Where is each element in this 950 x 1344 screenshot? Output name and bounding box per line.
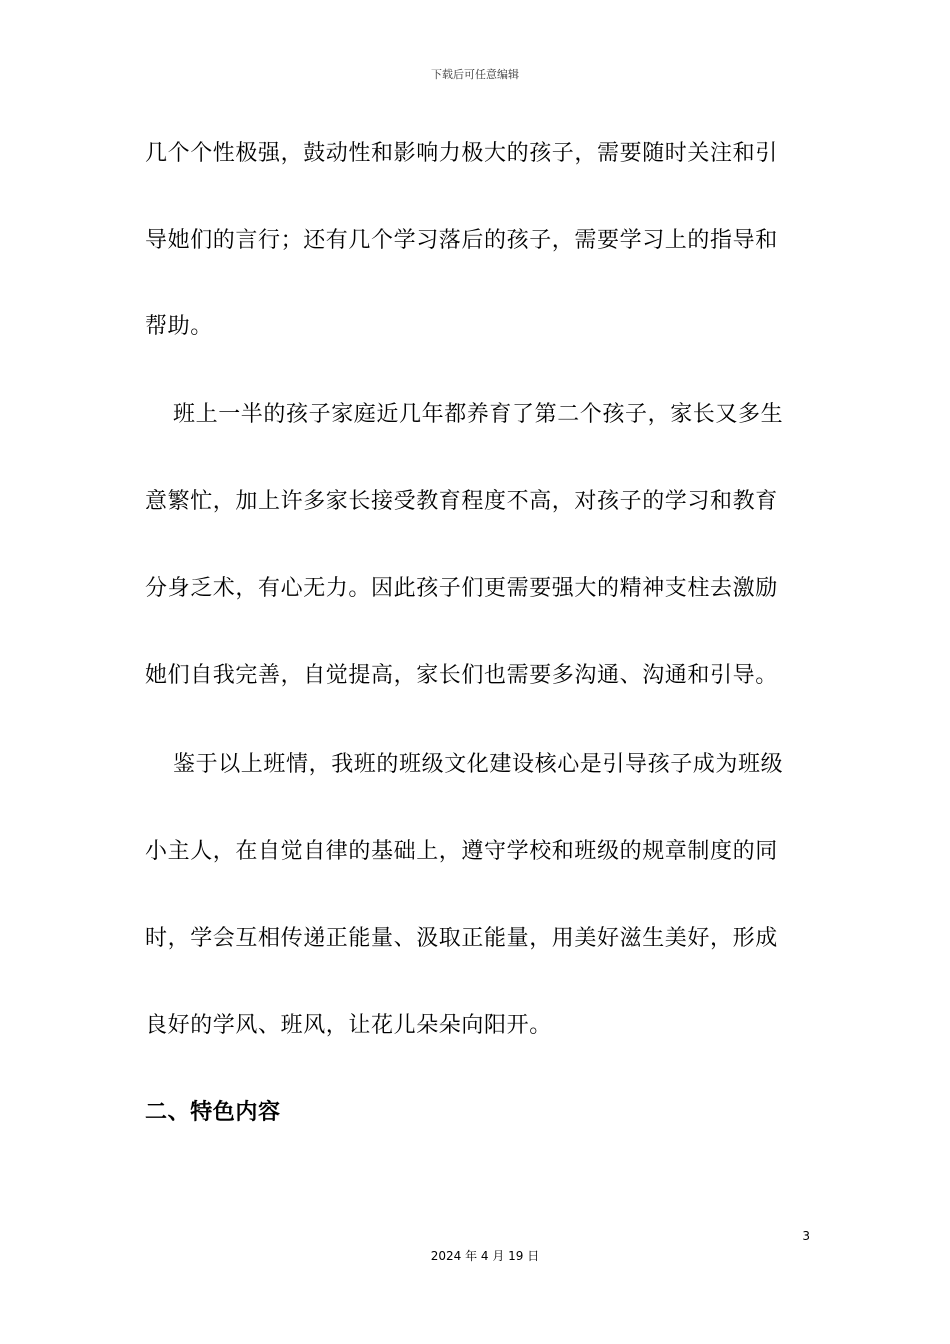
page-number: 3 [802, 1229, 810, 1243]
body-line-9: 小主人，在自觉自律的基础上，遵守学校和班级的规章制度的同 [145, 839, 778, 864]
body-line-8: 鉴于以上班情，我班的班级文化建设核心是引导孩子成为班级 [173, 752, 784, 777]
body-line-2: 导她们的言行；还有几个学习落后的孩子，需要学习上的指导和 [145, 228, 778, 253]
body-line-7: 她们自我完善，自觉提高，家长们也需要多沟通、沟通和引导。 [145, 663, 778, 688]
body-line-11: 良好的学风、班风，让花儿朵朵向阳开。 [145, 1013, 552, 1038]
body-line-1: 几个个性极强，鼓动性和影响力极大的孩子，需要随时关注和引 [145, 141, 778, 166]
footer-date: 2024 年 4 月 19 日 [430, 1249, 540, 1263]
body-line-4: 班上一半的孩子家庭近几年都养育了第二个孩子，家长又多生 [173, 402, 784, 427]
section-heading: 二、特色内容 [145, 1100, 281, 1125]
body-line-5: 意繁忙，加上许多家长接受教育程度不高，对孩子的学习和教育 [145, 489, 778, 514]
body-line-10: 时，学会互相传递正能量、汲取正能量，用美好滋生美好，形成 [145, 926, 778, 951]
body-line-6: 分身乏术，有心无力。因此孩子们更需要强大的精神支柱去激励 [145, 576, 778, 601]
body-line-3: 帮助。 [145, 314, 213, 339]
header-note: 下载后可任意编辑 [431, 68, 519, 81]
